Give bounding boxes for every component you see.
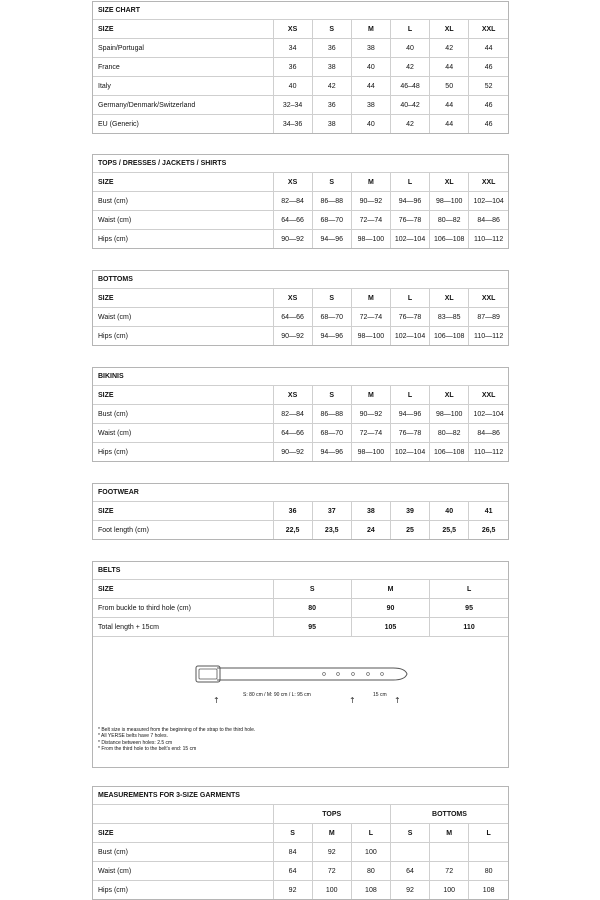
table-cell: 42: [430, 39, 469, 58]
table-cell: 38: [351, 502, 390, 521]
size-chart-table: [93, 20, 508, 133]
belt-hole: [367, 673, 370, 676]
table-cell: 98—100: [351, 230, 390, 249]
bottoms-title: BOTTOMS: [93, 271, 508, 289]
table-row: [93, 39, 508, 58]
row-label: Foot length (cm): [98, 526, 149, 534]
table-cell: 87—89: [469, 308, 508, 327]
table-cell: M: [351, 20, 390, 39]
table-row: [93, 211, 508, 230]
table-cell: M: [351, 386, 390, 405]
arrow-up-icon: ↑: [394, 696, 401, 705]
table-cell: S: [312, 386, 351, 405]
table-cell: 95: [273, 618, 351, 637]
bottoms-table: [93, 289, 508, 345]
table-header-row: [93, 289, 508, 308]
table-cell: 46: [469, 96, 508, 115]
table-cell: 94—96: [390, 405, 429, 424]
table-cell: L: [390, 173, 429, 192]
row-label: From buckle to third hole (cm): [93, 599, 273, 618]
table-row: [93, 308, 508, 327]
belt-hole: [381, 673, 384, 676]
table-cell: 40: [430, 502, 469, 521]
table-cell: 102—104: [390, 327, 429, 346]
table-cell: 72—74: [351, 211, 390, 230]
table-cell: 80—82: [430, 211, 469, 230]
row-label: Waist (cm): [93, 308, 273, 327]
table-cell: XXL: [469, 20, 508, 39]
table-row: [93, 424, 508, 443]
table-cell: 40–42: [390, 96, 429, 115]
row-label: SIZE: [93, 502, 273, 521]
table-cell: XL: [430, 20, 469, 39]
belts-table: [93, 580, 508, 636]
table-cell: 83—85: [430, 308, 469, 327]
table-cell: 44: [430, 58, 469, 77]
table-cell: 72: [312, 862, 351, 881]
table-cell: S: [312, 289, 351, 308]
belt-buckle-inner: [199, 669, 217, 679]
table-cell: 38: [312, 115, 351, 134]
three-size-table: [93, 805, 508, 899]
table-cell: M: [430, 824, 469, 843]
table-cell: 40: [273, 77, 312, 96]
table-cell: 76—78: [390, 424, 429, 443]
table-cell: 90—92: [273, 230, 312, 249]
footwear-table: [93, 502, 508, 539]
table-cell: 68—70: [312, 308, 351, 327]
table-cell: L: [469, 824, 508, 843]
table-cell: 44: [430, 96, 469, 115]
table-cell: 92: [312, 843, 351, 862]
table-cell: XS: [273, 20, 312, 39]
bottoms-section: [92, 270, 509, 346]
belt-note: * Belt size is measured from the beginning of the strap to the third hole.: [98, 727, 256, 733]
table-cell: 100: [351, 843, 390, 862]
row-label: SIZE: [93, 386, 273, 405]
table-cell: 84—86: [469, 211, 508, 230]
table-cell: XL: [430, 173, 469, 192]
tops-title: TOPS / DRESSES / JACKETS / SHIRTS: [93, 155, 508, 173]
table-cell: 64: [273, 862, 312, 881]
belt-hole: [352, 673, 355, 676]
bikinis-section: [92, 367, 509, 462]
table-row: [93, 843, 508, 862]
table-cell: 42: [390, 58, 429, 77]
table-cell: 98—100: [430, 192, 469, 211]
table-row: [93, 599, 508, 618]
row-label: SIZE: [93, 580, 273, 599]
row-label: France: [93, 58, 273, 77]
table-row: [93, 96, 508, 115]
row-label: SIZE: [93, 824, 273, 843]
table-cell: 110—112: [469, 327, 508, 346]
table-cell: 42: [312, 77, 351, 96]
table-cell: 82—84: [273, 405, 312, 424]
table-cell: 82—84: [273, 192, 312, 211]
table-cell: S: [312, 173, 351, 192]
table-cell: 84—86: [469, 424, 508, 443]
row-label: Waist (cm): [93, 862, 273, 881]
table-cell: 90—92: [351, 192, 390, 211]
table-cell: 36: [312, 39, 351, 58]
table-cell: 94—96: [390, 192, 429, 211]
row-label: Bust (cm): [93, 405, 273, 424]
table-cell: 38: [312, 58, 351, 77]
row-label: Total length + 15cm: [98, 623, 159, 631]
table-cell: XXL: [469, 173, 508, 192]
table-cell: 106—108: [430, 230, 469, 249]
table-cell: 108: [351, 881, 390, 900]
table-cell: 40: [390, 39, 429, 58]
table-cell: 64—66: [273, 308, 312, 327]
belt-note: * Distance between holes: 2.5 cm: [98, 739, 173, 746]
size-chart-section: [92, 1, 509, 134]
table-cell: 102—104: [469, 192, 508, 211]
row-label: Hips (cm): [98, 235, 128, 243]
belt-strap: [217, 668, 407, 680]
table-cell: 36: [312, 96, 351, 115]
belt-diagram: [93, 636, 508, 767]
table-cell: 37: [312, 502, 351, 521]
table-cell: 23,5: [312, 521, 351, 540]
table-cell: 50: [430, 77, 469, 96]
table-cell: 72—74: [351, 424, 390, 443]
table-cell: 106—108: [430, 443, 469, 462]
table-cell: S: [273, 580, 351, 599]
table-cell: 80: [273, 599, 351, 618]
table-cell: 95: [430, 599, 508, 618]
table-cell: 98—100: [351, 327, 390, 346]
table-cell: 110—112: [469, 230, 508, 249]
bikinis-table: [93, 386, 508, 461]
belt-buckle: [196, 666, 220, 682]
table-cell: S: [390, 824, 429, 843]
table-row: [93, 862, 508, 881]
belts-section: [92, 561, 509, 768]
table-cell: 25: [390, 521, 429, 540]
table-cell: 40: [351, 115, 390, 134]
belt-illustration: [93, 655, 510, 715]
table-cell: 105: [351, 618, 429, 637]
table-cell: 36: [273, 502, 312, 521]
row-label: Hips (cm): [98, 332, 128, 340]
row-label: Hips (cm): [98, 448, 128, 456]
table-cell: 92: [273, 881, 312, 900]
table-cell: 86—88: [312, 405, 351, 424]
table-cell: M: [312, 824, 351, 843]
three-size-section: [92, 786, 509, 900]
table-cell: 90—92: [273, 327, 312, 346]
table-cell: 46–48: [390, 77, 429, 96]
table-cell: 25,5: [430, 521, 469, 540]
table-cell: XS: [273, 386, 312, 405]
table-cell: 44: [430, 115, 469, 134]
belt-note: * All YERSE belts have 7 holes.: [98, 733, 168, 740]
row-label: SIZE: [93, 289, 273, 308]
table-cell: 94—96: [312, 443, 351, 462]
table-cell: XS: [273, 289, 312, 308]
arrow-up-icon: ↑: [213, 696, 220, 705]
table-cell: 102—104: [390, 443, 429, 462]
table-cell: 68—70: [312, 211, 351, 230]
table-header-row: [93, 20, 508, 39]
table-cell: L: [390, 289, 429, 308]
table-cell: 90: [351, 599, 429, 618]
table-cell: 98—100: [351, 443, 390, 462]
row-label: Germany/Denmark/Switzerland: [93, 96, 273, 115]
three-size-title: MEASUREMENTS FOR 3-SIZE GARMENTS: [93, 787, 508, 805]
table-cell: XS: [273, 173, 312, 192]
table-row: [93, 192, 508, 211]
table-cell: 46: [469, 115, 508, 134]
table-row: [93, 77, 508, 96]
table-cell: 80: [351, 862, 390, 881]
table-cell: M: [351, 289, 390, 308]
table-row: [93, 618, 508, 637]
table-header-row: [93, 580, 508, 599]
table-cell: 86—88: [312, 192, 351, 211]
table-cell: 94—96: [312, 230, 351, 249]
table-cell: 42: [390, 115, 429, 134]
table-cell: 94—96: [312, 327, 351, 346]
belt-hole: [323, 673, 326, 676]
table-cell: M: [351, 173, 390, 192]
table-row: [93, 115, 508, 134]
table-cell: 76—78: [390, 211, 429, 230]
table-cell: S: [312, 20, 351, 39]
belt-note: * From the third hole to the belt's end: 15 cm: [98, 745, 197, 752]
size-chart-title: SIZE CHART: [93, 2, 508, 20]
row-label: SIZE: [93, 20, 273, 39]
bikinis-title: BIKINIS: [93, 368, 508, 386]
table-cell: 84: [273, 843, 312, 862]
table-row: [93, 58, 508, 77]
table-cell: 46: [469, 58, 508, 77]
table-cell: M: [351, 580, 429, 599]
group-spacer: [93, 805, 273, 824]
group-bottoms-label: BOTTOMS: [390, 805, 508, 824]
table-cell: 72—74: [351, 308, 390, 327]
table-cell: 100: [312, 881, 351, 900]
table-cell: XL: [430, 289, 469, 308]
table-row: [93, 327, 508, 346]
table-cell: 92: [390, 881, 429, 900]
table-cell: 100: [430, 881, 469, 900]
table-cell: 90—92: [273, 443, 312, 462]
table-cell: L: [430, 580, 508, 599]
table-cell: L: [390, 20, 429, 39]
table-cell: 64: [390, 862, 429, 881]
belt-end-label: 15 cm: [373, 692, 387, 698]
tops-table: [93, 173, 508, 248]
row-label: Bust (cm): [93, 843, 273, 862]
footwear-section: [92, 483, 509, 540]
table-cell: 32–34: [273, 96, 312, 115]
table-row: [93, 521, 508, 540]
table-cell: 26,5: [469, 521, 508, 540]
table-cell: 52: [469, 77, 508, 96]
table-cell: 106—108: [430, 327, 469, 346]
table-cell: [430, 843, 469, 862]
table-row: [93, 443, 508, 462]
table-cell: 38: [351, 39, 390, 58]
table-cell: XL: [430, 386, 469, 405]
group-tops-label: TOPS: [273, 805, 390, 824]
row-label: Waist (cm): [93, 211, 273, 230]
table-cell: 80: [469, 862, 508, 881]
row-label: Spain/Portugal: [93, 39, 273, 58]
table-header-row: [93, 386, 508, 405]
table-cell: 90—92: [351, 405, 390, 424]
table-cell: 102—104: [390, 230, 429, 249]
table-cell: 40: [351, 58, 390, 77]
table-cell: 64—66: [273, 211, 312, 230]
row-label: Italy: [93, 77, 273, 96]
belt-length-label: S: 80 cm / M: 90 cm / L: 95 cm: [243, 692, 311, 698]
table-cell: 64—66: [273, 424, 312, 443]
table-cell: 44: [351, 77, 390, 96]
table-header-row: [93, 824, 508, 843]
table-cell: 36: [273, 58, 312, 77]
table-cell: 34: [273, 39, 312, 58]
table-cell: XXL: [469, 386, 508, 405]
row-label: Hips (cm): [98, 886, 128, 894]
table-cell: L: [390, 386, 429, 405]
row-label: Bust (cm): [93, 192, 273, 211]
table-row: [93, 881, 508, 900]
table-cell: S: [273, 824, 312, 843]
table-row: [93, 230, 508, 249]
table-cell: 38: [351, 96, 390, 115]
table-cell: 102—104: [469, 405, 508, 424]
belts-title: BELTS: [93, 562, 508, 580]
belt-notes: [98, 727, 255, 752]
table-cell: [469, 843, 508, 862]
arrow-up-icon: ↑: [349, 696, 356, 705]
table-cell: 76—78: [390, 308, 429, 327]
table-cell: 44: [469, 39, 508, 58]
table-header-row: [93, 502, 508, 521]
table-cell: 68—70: [312, 424, 351, 443]
tops-section: [92, 154, 509, 249]
table-cell: 108: [469, 881, 508, 900]
table-cell: 24: [351, 521, 390, 540]
table-cell: XXL: [469, 289, 508, 308]
footwear-title: FOOTWEAR: [93, 484, 508, 502]
table-cell: 110: [430, 618, 508, 637]
table-cell: 72: [430, 862, 469, 881]
belt-hole: [337, 673, 340, 676]
table-row: [93, 405, 508, 424]
row-label: SIZE: [93, 173, 273, 192]
table-cell: 39: [390, 502, 429, 521]
table-header-row: [93, 173, 508, 192]
table-cell: 22,5: [273, 521, 312, 540]
table-cell: 110—112: [469, 443, 508, 462]
table-cell: [390, 843, 429, 862]
table-cell: 34–36: [273, 115, 312, 134]
row-label: Waist (cm): [93, 424, 273, 443]
table-cell: L: [351, 824, 390, 843]
table-cell: 80—82: [430, 424, 469, 443]
row-label: EU (Generic): [98, 120, 139, 128]
table-cell: 98—100: [430, 405, 469, 424]
table-cell: 41: [469, 502, 508, 521]
